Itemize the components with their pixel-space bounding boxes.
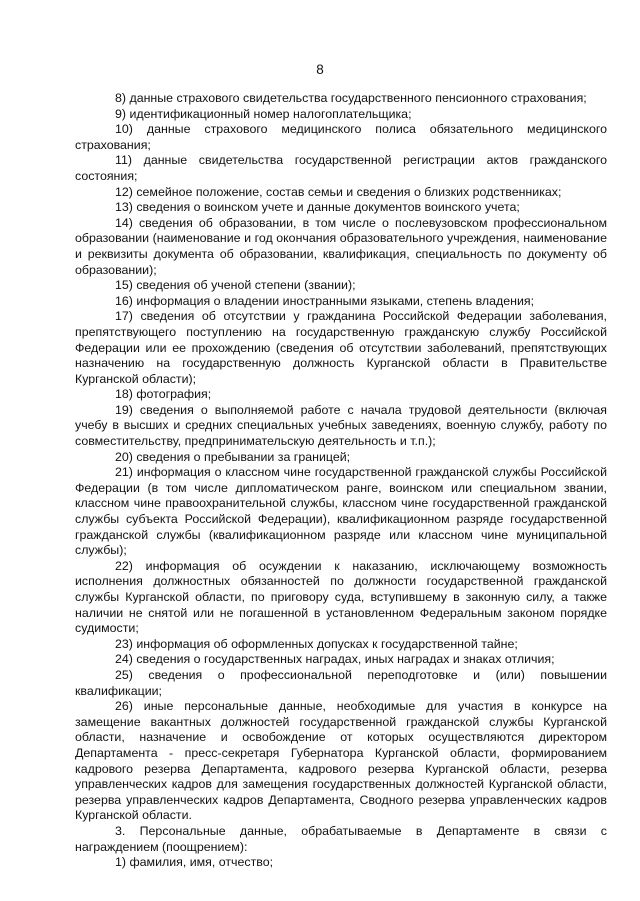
list-item: 13) сведения о воинском учете и данные документов воинского учета;	[115, 200, 520, 215]
list-item: 8) данные страхового свидетельства государственного пенсионного страхования;	[115, 91, 587, 105]
list-item: 11) данные свидетельства государственной регистрации актов гражданского состояния;	[75, 153, 607, 183]
list-item: 10) данные страхового медицинского полиса обязательного медицинского страхования;	[75, 122, 607, 152]
section-heading: 3. Персональные данные, обрабатываемые в Департаменте в связи с награждением (поощрением):	[75, 823, 607, 854]
list-item: 14) сведения об образовании, в том числе о послевузовском профессиональном образовании (наименование и год окончания образовательного учреждения, наименование и реквизиты документа об образовании, квалификация, специальность по документу об образовании);	[75, 215, 607, 277]
list-item: 26) иные персональные данные, необходимые для участия в конкурсе на замещение вакантных должностей государственной гражданской службы Курганской области, назначение и освобождение от которых осуществляются директором Департамента - пресс-секретаря Губернатора Курганской области, формированием кадрового резерва Департамента, кадрового резерва Курганской области, резерва управленческих кадров для замещения государственных должностей Курганской области, резерва управленческих кадров Департамента, Сводного резерва управленческих кадров Курганской области.	[75, 699, 607, 823]
list-item: 15) сведения об ученой степени (звании);	[115, 278, 356, 293]
page-number: 8	[316, 62, 324, 77]
list-item: 18) фотография;	[115, 387, 212, 402]
list-item: 9) идентификационный номер налогоплательщика;	[115, 106, 412, 121]
list-item: 24) сведения о государственных наградах, иных наградах и знаках отличия;	[115, 652, 555, 667]
list-item: 12) семейное положение, состав семьи и сведения о близких родственниках;	[115, 184, 562, 199]
list-item: 25) сведения о профессиональной переподготовке и (или) повышении квалификации;	[75, 667, 607, 698]
list-item: 19) сведения о выполняемой работе с начала трудовой деятельности (включая учебу в высших и средних специальных учебных заведениях, военную службу, работу по совместительству, предпринимательскую деятельность и т.п.);	[75, 402, 607, 449]
document-body	[75, 91, 607, 871]
list-item: 1) фамилия, имя, отчество;	[115, 855, 274, 870]
list-item: 16) информация о владении иностранными языками, степень владения;	[115, 293, 535, 308]
list-item: 21) информация о классном чине государственной гражданской службы Российской Федерации (в том числе дипломатическом ранге, воинском или специальном звании, классном чине правоохранительной службы, классном чине государственной гражданской службы субъекта Российской Федерации), квалификационном разряде государственной гражданской службы (квалификационном разряде или классном чине муниципальной службы);	[75, 465, 607, 558]
list-item: 23) информация об оформленных допусках к государственной тайне;	[115, 636, 518, 651]
list-item: 17) сведения об отсутствии у гражданина Российской Федерации заболевания, препятствующего поступлению на государственную гражданскую службу Российской Федерации или ее прохождению (сведения об отсутствии заболеваний, препятствующих назначению на государственную должность Курганской области в Правительстве Курганской области);	[75, 309, 607, 386]
list-item: 22) информация об осуждении к наказанию, исключающему возможность исполнения должностных обязанностей по должности государственной гражданской службы Курганской области, по приговору суда, вступившему в законную силу, а также наличии не снятой или не погашенной в установленном Федеральным законом порядке судимости;	[75, 558, 607, 636]
list-item: 20) сведения о пребывании за границей;	[115, 449, 351, 464]
